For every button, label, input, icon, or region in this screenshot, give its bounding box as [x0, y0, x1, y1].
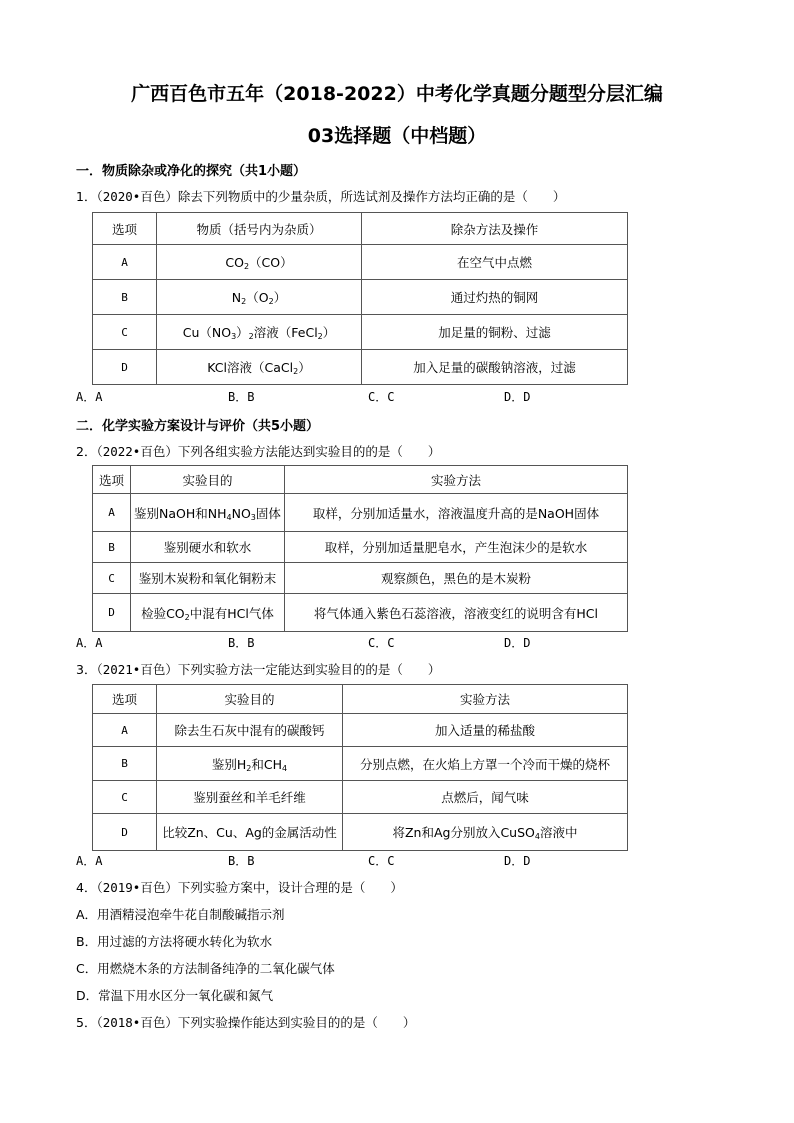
- formula-text: 检验$CO_2$中混有HCl气体: [141, 605, 274, 622]
- table-row: [93, 245, 628, 280]
- option-d[interactable]: D．D: [504, 854, 531, 868]
- table-cell: 除去生石灰中混有的碳酸钙: [157, 714, 343, 747]
- formula-text: 鉴别$H_2$和$CH_4$: [211, 756, 288, 773]
- table-cell: 鉴别蚕丝和羊毛纤维: [157, 781, 343, 814]
- question-text: 下列实验方法一定能达到实验目的的是（ ）: [177, 662, 441, 677]
- choice-d[interactable]: D．常温下用水区分一氧化碳和氮气: [76, 988, 274, 1003]
- table-header: 选项: [93, 213, 157, 245]
- table-cell: [157, 747, 343, 781]
- choice-a[interactable]: A．用酒精浸泡牵牛花自制酸碱指示剂: [76, 907, 285, 922]
- question-4-stem: [76, 878, 403, 896]
- question-3-stem: [76, 660, 440, 678]
- table-header: 选项: [93, 685, 157, 714]
- table-cell: 点燃后，闻气味: [343, 781, 628, 814]
- table-cell: A: [93, 714, 157, 747]
- table-cell: 取样，分别加适量肥皂水，产生泡沫少的是软水: [284, 532, 627, 563]
- table-cell: D: [93, 594, 131, 632]
- table-cell: B: [93, 532, 131, 563]
- question-1-table: [92, 212, 628, 385]
- table-cell: C: [93, 563, 131, 594]
- table-cell: B: [93, 280, 157, 315]
- table-row: [93, 563, 628, 594]
- table-row: [93, 280, 628, 315]
- question-text: 下列实验操作能达到实验目的的是（ ）: [177, 1015, 416, 1030]
- table-cell: D: [93, 814, 157, 851]
- table-row: [93, 814, 628, 851]
- table-cell: C: [93, 315, 157, 350]
- question-source: （2019•百色）: [96, 880, 178, 895]
- document-subtitle: 03选择题（中档题）: [307, 125, 487, 147]
- option-b[interactable]: B．B: [228, 390, 255, 404]
- table-cell: 在空气中点燃: [362, 245, 628, 280]
- table-cell: 鉴别硬水和软水: [131, 532, 285, 563]
- table-cell: 鉴别木炭粉和氧化铜粉末: [131, 563, 285, 594]
- formula-text: KCl溶液（CaCl$_2$）: [207, 360, 311, 376]
- question-source: （2020•百色）: [96, 189, 178, 204]
- question-number: 5．: [76, 1015, 97, 1030]
- option-a[interactable]: A．A: [76, 636, 103, 650]
- table-row: [93, 494, 628, 532]
- question-5-stem: [76, 1013, 415, 1031]
- formula-text: $Cu(NO_3)_2$溶液（FeCl$_2$）: [182, 325, 336, 341]
- option-d[interactable]: D．D: [504, 390, 531, 404]
- table-cell: 加足量的铜粉、过滤: [362, 315, 628, 350]
- table-header-row: [93, 213, 628, 245]
- question-number: 4．: [76, 880, 97, 895]
- table-header: 实验方法: [284, 466, 627, 494]
- table-header: 实验目的: [157, 685, 343, 714]
- question-3-table: [92, 684, 628, 851]
- option-c[interactable]: C．C: [368, 390, 395, 404]
- table-row: [93, 781, 628, 814]
- section-heading-1: 一．物质除杂或净化的探究（共1小题）: [76, 164, 307, 179]
- question-number: 1．: [76, 189, 97, 204]
- formula-text: 鉴别NaOH和$NH_4NO_3$固体: [134, 505, 281, 522]
- table-cell: D: [93, 350, 157, 385]
- table-cell: [157, 315, 362, 350]
- formula-text: $N_2(O_2)$: [231, 290, 287, 306]
- table-header: 除杂方法及操作: [362, 213, 628, 245]
- table-cell: C: [93, 781, 157, 814]
- section-heading-2: 二．化学实验方案设计与评价（共5小题）: [76, 419, 320, 434]
- question-source: （2018•百色）: [96, 1015, 178, 1030]
- question-number: 2．: [76, 444, 97, 459]
- table-cell: [343, 814, 628, 851]
- question-text: 下列各组实验方法能达到实验目的的是（ ）: [177, 444, 441, 459]
- table-cell: [157, 350, 362, 385]
- option-c[interactable]: C．C: [368, 854, 395, 868]
- table-cell: 观察颜色，黑色的是木炭粉: [284, 563, 627, 594]
- option-a[interactable]: A．A: [76, 390, 103, 404]
- table-row: [93, 315, 628, 350]
- option-b[interactable]: B．B: [228, 854, 255, 868]
- option-b[interactable]: B．B: [228, 636, 255, 650]
- table-header: 选项: [93, 466, 131, 494]
- question-text: 除去下列物质中的少量杂质，所选试剂及操作方法均正确的是（ ）: [177, 189, 566, 204]
- table-header: 实验目的: [131, 466, 285, 494]
- table-row: [93, 532, 628, 563]
- formula-text: 将Zn和Ag分别放入CuSO$_4$溶液中: [392, 825, 578, 841]
- question-2-table: [92, 465, 628, 632]
- question-number: 3．: [76, 662, 97, 677]
- table-cell: 取样，分别加适量水，溶液温度升高的是NaOH固体: [284, 494, 627, 532]
- question-1-stem: [76, 187, 565, 205]
- question-source: （2022•百色）: [96, 444, 178, 459]
- option-c[interactable]: C．C: [368, 636, 395, 650]
- table-cell: [157, 245, 362, 280]
- question-text: 下列实验方案中，设计合理的是（ ）: [177, 880, 403, 895]
- table-header: 实验方法: [343, 685, 628, 714]
- question-source: （2021•百色）: [96, 662, 178, 677]
- table-header-row: [93, 466, 628, 494]
- table-cell: 通过灼热的铜网: [362, 280, 628, 315]
- table-cell: [157, 280, 362, 315]
- table-row: [93, 714, 628, 747]
- table-cell: B: [93, 747, 157, 781]
- question-2-stem: [76, 442, 440, 460]
- choice-b[interactable]: B．用过滤的方法将硬水转化为软水: [76, 934, 273, 949]
- table-cell: A: [93, 245, 157, 280]
- formula-text: $CO_2(CO)$: [225, 255, 293, 271]
- table-cell: 加入足量的碳酸钠溶液，过滤: [362, 350, 628, 385]
- table-row: [93, 747, 628, 781]
- option-a[interactable]: A．A: [76, 854, 103, 868]
- table-cell: A: [93, 494, 131, 532]
- option-d[interactable]: D．D: [504, 636, 531, 650]
- table-cell: [131, 494, 285, 532]
- table-row: [93, 350, 628, 385]
- table-header: 物质（括号内为杂质）: [157, 213, 362, 245]
- choice-c[interactable]: C．用燃烧木条的方法制备纯净的二氧化碳气体: [76, 961, 335, 976]
- table-cell: [131, 594, 285, 632]
- table-cell: 比较Zn、Cu、Ag的金属活动性: [157, 814, 343, 851]
- table-cell: 分别点燃，在火焰上方罩一个冷而干燥的烧杯: [343, 747, 628, 781]
- document-title: 广西百色市五年（2018-2022）中考化学真题分题型分层汇编: [131, 83, 663, 105]
- table-cell: 将气体通入紫色石蕊溶液，溶液变红的说明含有HCl: [284, 594, 627, 632]
- table-cell: 加入适量的稀盐酸: [343, 714, 628, 747]
- table-row: [93, 594, 628, 632]
- table-header-row: [93, 685, 628, 714]
